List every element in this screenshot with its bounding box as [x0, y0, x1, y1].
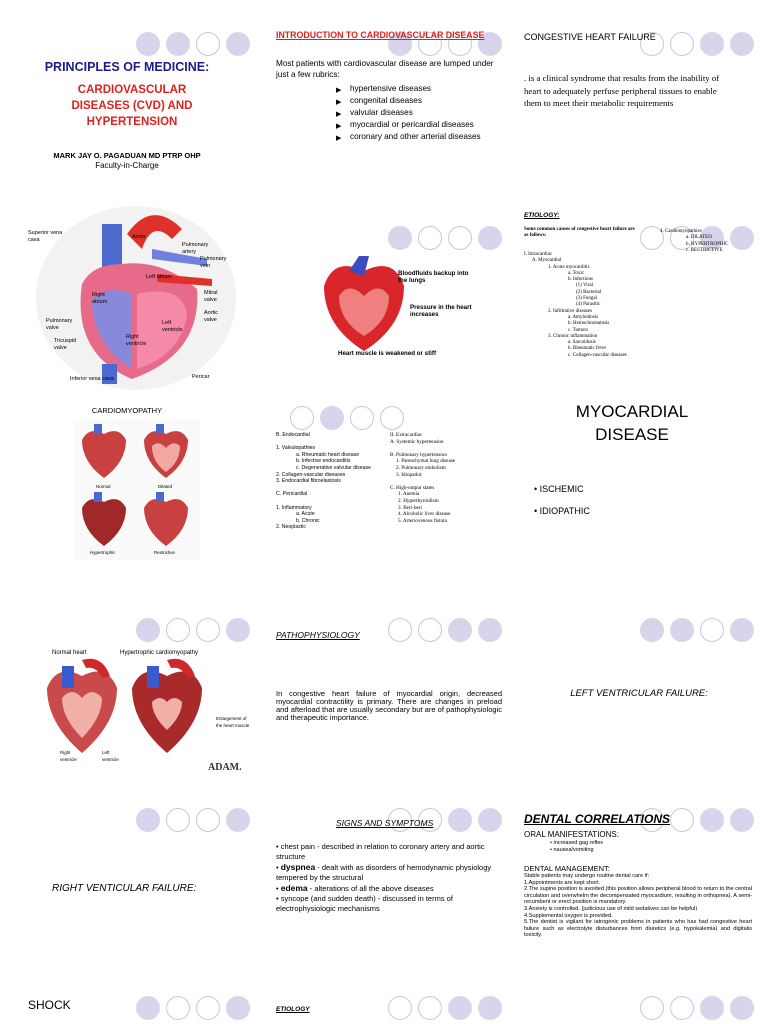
list-item: ISCHEMIC — [539, 484, 584, 494]
list-item: (1) Viral — [576, 283, 593, 289]
label-pulmonary-valve: Pulmonary valve — [46, 318, 73, 331]
slide11-body: In congestive heart failure of myocardial origin, decreased myocardial contractility is primary. There are changes in preload and afterload that are usually secondary but are of pathophysiologic and therapeutic importance. — [276, 689, 502, 722]
list-item — [390, 478, 502, 485]
list-item: 2. Infiltrative diseases — [548, 308, 593, 314]
label-restrictive: Restrictive — [154, 550, 176, 555]
list-item: b. Chronic — [296, 517, 320, 524]
decor-circles — [640, 996, 754, 1020]
list-item: ▶ hypertensive diseases — [336, 83, 506, 95]
list-item: 2. Collagen-vascular diseases — [276, 471, 346, 478]
label-blood-backup: Bloodfluids backup into the lungs — [398, 270, 469, 284]
decor-circles — [136, 32, 250, 56]
slide-1 — [12, 10, 258, 208]
list-item: ▶ congenital diseases — [336, 95, 506, 107]
list-item: 3. Endocardial fibroelastosis — [276, 478, 341, 485]
list-item: c. Tumors — [568, 327, 589, 333]
adam-logo: ADAM. — [208, 762, 242, 773]
slide3-body: . is a clinical syndrome that results from the inability of heart to adequately perfuse peripheral tissues to enable them to meet their metabolic requirements — [524, 73, 720, 108]
list-item: c. Degenerative valvular disease — [296, 464, 371, 471]
slide1-subtitle: CARDIOVASCULAR DISEASES (CVD) AND HYPERTENSION — [71, 84, 193, 128]
label-normal-heart: Normal heart — [52, 650, 87, 656]
list-item: a. Sarcoidosis — [568, 340, 596, 346]
list-item: 1. Valvulopathies — [276, 445, 316, 452]
slide-10 — [12, 604, 258, 802]
list-item: c. Collagen-vascular diseases — [568, 352, 627, 358]
list-item: A. Myocardial — [532, 258, 562, 264]
list-item: B. Endocardial — [276, 432, 310, 438]
list-item: 1. Anemia — [398, 491, 420, 498]
slide-13 — [12, 800, 258, 998]
list-item: • edema - alterations of all the above diseases — [276, 883, 434, 893]
list-item: c. RESTRICTIVE — [686, 247, 723, 253]
slide-9 — [516, 400, 762, 598]
decor-circles — [640, 32, 754, 56]
slide-6 — [516, 204, 762, 396]
list-item: b. Rheumatic fever — [568, 346, 607, 352]
list-item: b. Infective endocarditis — [296, 458, 351, 465]
slide14-list — [276, 842, 506, 914]
list-item — [276, 498, 386, 505]
list-item — [390, 445, 502, 452]
slide15-mgmt-list — [524, 873, 752, 939]
list-item: • nausea/vomiting — [550, 847, 594, 853]
list-item: b. Hemochromatosis — [568, 321, 610, 327]
slide-16 — [12, 986, 258, 1024]
list-item: a. Amyloidosis — [568, 314, 599, 320]
list-item: a. Toxic — [568, 270, 584, 276]
label-mitral-valve: Mitral valve — [204, 290, 218, 303]
list-item: • increased gag reflex — [550, 840, 603, 846]
label-right-ventricle: Right ventricle — [60, 750, 77, 762]
label-hcm: Hypertrophic cardiomyopathy — [120, 650, 199, 656]
slide-5 — [268, 204, 510, 402]
list-item: • dyspnea - dealt with as disorders of hemodynamic physiology tempered by the structural — [276, 862, 492, 882]
slide9-item-idiopathic: • IDIOPATHIC — [534, 506, 590, 516]
slide9-title: MYOCARDIAL DISEASE — [575, 402, 689, 444]
list-item — [276, 485, 386, 492]
list-item: 2. Pulmonary embolism — [396, 464, 446, 471]
list-item: ▶ myocardial or pericardial diseases — [336, 119, 506, 131]
list-item: a. Acute — [296, 511, 315, 518]
list-item: 1. Inflammatory — [276, 504, 312, 511]
label-pulmonary-vein: Pulmonary vein — [200, 256, 227, 269]
list-item: C. High-output states — [390, 484, 435, 491]
decor-circles — [640, 618, 754, 642]
slide16-title: SHOCK — [28, 998, 71, 1012]
label-muscle-weakened: Heart muscle is weakened or stiff — [338, 350, 437, 357]
decor-circles — [388, 226, 502, 250]
slide6-col1 — [524, 252, 654, 359]
label-hypertrophic: Hypertrophic — [90, 550, 116, 555]
list-item: 5.The dentist is vigilant for iatrogenic problems in patients who has had congestive heart failure such as electrolyte disturbances from diuretics (e.g. hypokalemia) and digitalis toxicity. — [524, 919, 752, 939]
label-pulmonary-artery: Pulmonary artery — [182, 242, 209, 255]
slide15-oral: ORAL MANIFESTATIONS: — [524, 830, 619, 839]
list-item: 5. Arteriovenous fistula — [398, 517, 447, 524]
decor-circles — [290, 406, 404, 430]
slide1-title: PRINCIPLES OF MEDICINE: — [44, 60, 210, 74]
label-tricuspid-valve: Tricuspid valve — [54, 338, 77, 351]
list-item: 1. Acute myocarditis — [548, 264, 590, 270]
hypertrophic-heart-illustration — [42, 658, 222, 758]
list-item: 1.Appointments are kept short. — [524, 879, 601, 886]
label-inferior-vena-cava: Inferior vena cava — [70, 376, 114, 382]
list-item: B. Pulmonary hypertension — [390, 451, 447, 458]
list-item: 3.Anxiety is controlled. (judicious use of mild sedatives can be helpful) — [524, 905, 698, 912]
slide11-title: PATHOPHYSIOLOGY — [276, 630, 360, 640]
decor-circles — [136, 808, 250, 832]
slide-17 — [268, 986, 510, 1024]
label-left-atrium: Left atrium — [146, 274, 172, 280]
label-enlargement: Enlargement of the heart muscle — [216, 716, 250, 728]
list-item: (3) Fungal — [576, 296, 597, 302]
list-item: ▶ coronary and other arterial diseases — [336, 131, 506, 143]
list-item: 4. Cardiomyopathies — [660, 229, 702, 234]
slide2-list — [336, 83, 506, 143]
list-item: A. Systemic hypertension — [390, 438, 444, 445]
list-item: 3. Beri-beri — [398, 504, 422, 511]
decor-circles — [136, 618, 250, 642]
label-pericar: Pericar — [192, 374, 210, 380]
label-left-ventricle: Left ventricle — [162, 320, 183, 333]
list-item: a. DILATED — [686, 235, 712, 241]
slide-15 — [516, 800, 762, 970]
list-item: b. HYPERTROPHIC — [686, 241, 729, 247]
decor-circles — [388, 618, 502, 642]
slide-12 — [516, 604, 762, 802]
cardiomyopathy-illustration — [74, 420, 200, 560]
slide-3 — [516, 10, 762, 208]
slide15-title: DENTAL CORRELATIONS — [524, 812, 670, 826]
list-item: 4. Alcoholic liver disease — [398, 511, 451, 518]
label-dilated: Dilated — [158, 484, 173, 489]
list-item: 2.The supine position is avoided (this position allows peripheral blood to return to the central circulation and overwhelm the decompensated myocardium, resulting in orthopnea). A semi- recumbent or erect position is mandatory. — [524, 886, 752, 906]
list-item: I. Intracardiac — [524, 252, 553, 257]
list-item: 1. Parenchymal lung disease — [396, 458, 456, 465]
list-item: 3. Idiopathic — [396, 471, 423, 478]
list-item: b. Infectious — [568, 277, 593, 283]
list-item: 2. Hyperthyroidism — [398, 497, 439, 504]
slide9-item-ischemic: • ISCHEMIC — [534, 484, 584, 494]
list-item: (4) Parasitic — [576, 302, 601, 308]
list-item: a. Rheumatic heart disease — [296, 451, 360, 458]
label-aorta: Aorta — [132, 234, 146, 240]
label-aortic-valve: Aortic valve — [204, 310, 219, 323]
slide-2 — [268, 10, 510, 208]
slide15-oral-list — [550, 840, 603, 854]
list-item: (2) Bacterial — [576, 289, 602, 295]
slide2-title: INTRODUCTION TO CARDIOVASCULAR DISEASE — [276, 30, 485, 40]
slide8-col2 — [390, 432, 502, 524]
slide1-role: Faculty-in-Charge — [95, 161, 159, 170]
slide14-title: SIGNS AND SYMPTOMS — [336, 818, 434, 828]
decor-circles — [388, 996, 502, 1020]
slide2-intro: Most patients with cardiovascular disease are lumped under just a few rubrics: — [276, 59, 494, 79]
list-item: 2. Neoplastic — [276, 524, 306, 531]
slide-4 — [12, 204, 258, 402]
list-item: ▶ valvular diseases — [336, 107, 506, 119]
list-item: Stable patients may undergo routine dental care if: — [524, 873, 650, 879]
list-item: 4.Supplemental oxygen is provided. — [524, 912, 613, 919]
list-item: C. Pericardial — [276, 491, 308, 498]
label-right-ventricle: Right ventricle — [126, 334, 147, 347]
slide3-title: CONGESTIVE HEART FAILURE — [524, 32, 656, 42]
list-item: 3. Chronic inflammation — [548, 333, 598, 339]
list-item: • syncope (and sudden death) - discussed in terms of electrophysiologic mechanisms — [276, 894, 453, 913]
slide-14 — [268, 800, 510, 998]
label-normal: Normal — [96, 484, 111, 489]
label-superior-vena-cava: Superior vena cava — [28, 230, 63, 243]
list-item: IDIOPATHIC — [539, 506, 590, 516]
label-pressure: Pressure in the heart increases — [410, 304, 472, 318]
slide6-title: ETIOLOGY: — [524, 212, 560, 219]
label-left-ventricle: Left ventricle — [102, 750, 119, 762]
slide-7 — [12, 400, 258, 598]
slide-18 — [516, 986, 762, 1024]
list-item — [276, 439, 386, 446]
slide1-author: MARK JAY O. PAGADUAN MD PTRP OHP — [53, 151, 201, 160]
slide15-mgmt: DENTAL MANAGEMENT: — [524, 864, 610, 873]
label-right-atrium: Right atrium — [92, 292, 108, 305]
slide6-col2 — [660, 229, 750, 254]
slide-11 — [268, 604, 510, 802]
slide7-title: CARDIOMYOPATHY — [91, 406, 163, 415]
slide13-title: RIGHT VENTICULAR FAILURE: — [52, 883, 197, 894]
list-item: • chest pain - described in relation to coronary artery and aortic structure — [276, 842, 485, 861]
slide8-col1 — [276, 432, 386, 531]
slide17-title: ETIOLOGY — [276, 1006, 310, 1013]
slide-8 — [268, 400, 510, 598]
slide12-title: LEFT VENTRICULAR FAILURE: — [570, 688, 708, 699]
decor-circles — [136, 996, 250, 1020]
slide6-heading: Some common causes of congestive heart failure are as follows: — [524, 227, 635, 239]
list-item: II. Extracardiac — [390, 432, 423, 438]
